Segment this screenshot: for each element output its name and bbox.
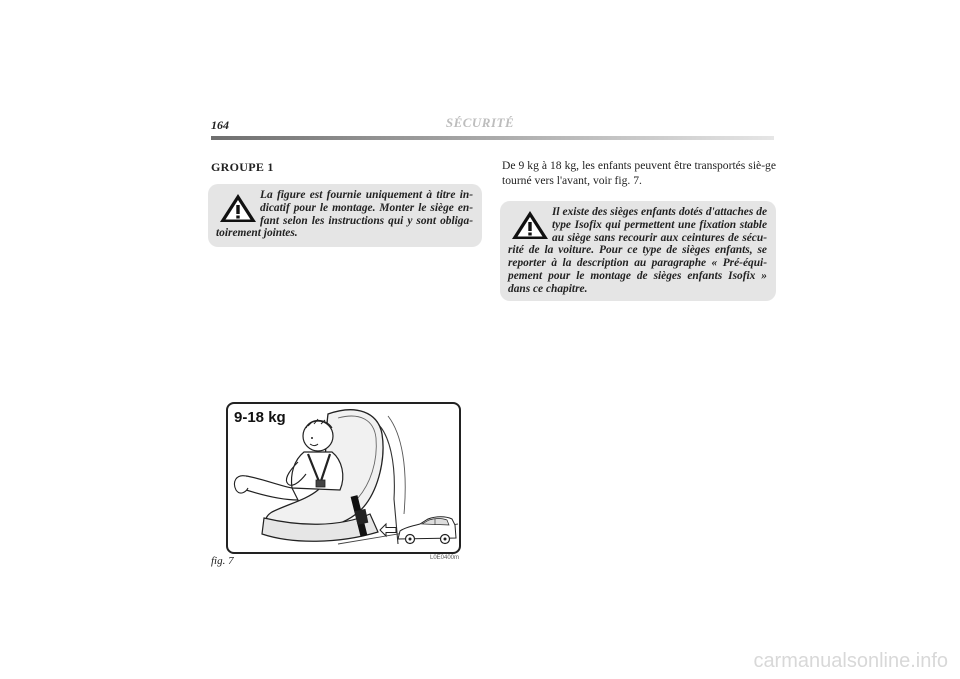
intro-paragraph: De 9 kg à 18 kg, les enfants peuvent être transportés siè-ge tourné vers l'avant, voir fig. 7.	[502, 159, 776, 187]
header-rule	[211, 136, 774, 140]
warning-box-right	[500, 201, 776, 301]
figure-caption: fig. 7	[211, 555, 234, 567]
car-side-icon	[398, 517, 456, 544]
section-title: SÉCURITÉ	[445, 115, 515, 130]
warning-text-left: La figure est fournie uniquement à titre in-dicatif pour le montage. Monter le siège en-fant selon les instructions qui y sont obliga-toirement jointes.	[216, 189, 473, 240]
warning-triangle-icon	[508, 208, 552, 242]
warning-box-left	[208, 184, 482, 247]
warning-text-right: Il existe des sièges enfants dotés d'attaches de type Isofix qui permettent une fixation stable au siège sans recourir aux ceintures de sécu-rité de la voiture. Pour ce type de sièges enfants, se reporter à la description au paragraphe « Pré-équi-pement pour le montage de sièges enfants Isofix » dans ce chapitre.	[508, 206, 767, 295]
warning-triangle-icon	[216, 191, 260, 225]
figure-7	[226, 402, 461, 554]
child-seat-illustration	[228, 404, 459, 552]
arrow-left-icon	[380, 524, 396, 536]
weight-label: 9-18 kg	[234, 409, 286, 426]
page-number: 164	[211, 118, 229, 132]
watermark: carmanualsonline.info	[753, 650, 948, 672]
figure-code: L0E0400m	[430, 555, 460, 561]
group-heading: GROUPE 1	[211, 160, 274, 174]
